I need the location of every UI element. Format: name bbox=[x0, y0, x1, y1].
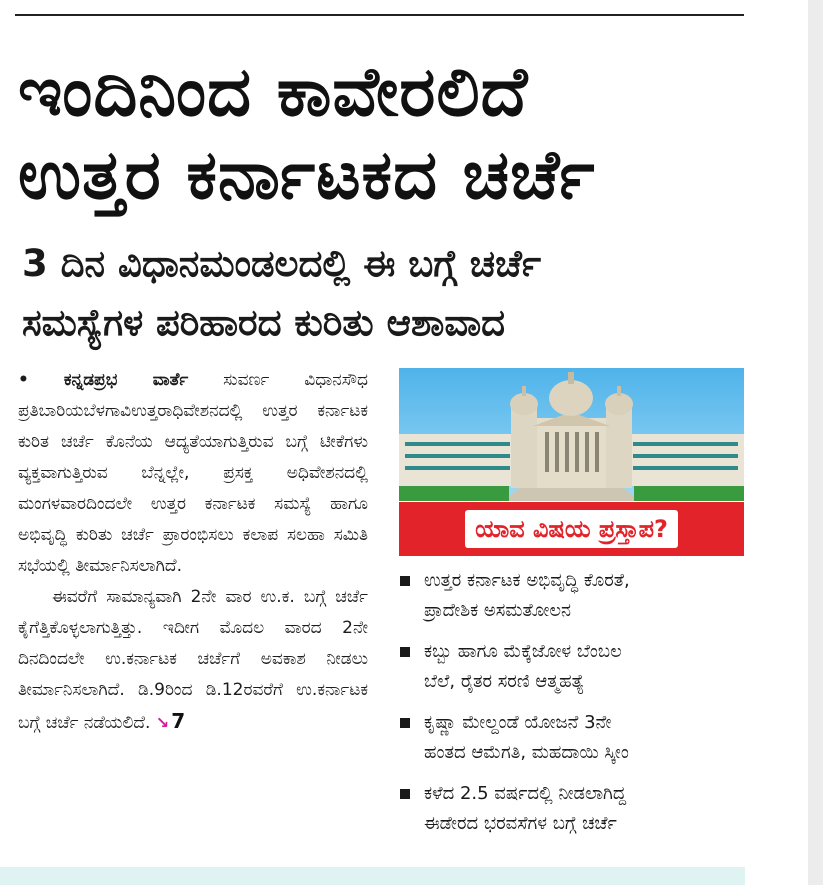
list-item-line-2: ಈಡೇರದ ಭರವಸೆಗಳ ಬಗ್ಗೆ ಚರ್ಚೆ bbox=[424, 813, 617, 834]
article-paragraph-1 bbox=[18, 365, 368, 582]
square-bullet-icon bbox=[400, 647, 410, 657]
square-bullet-icon bbox=[400, 576, 410, 586]
vidhana-soudha-photo bbox=[399, 368, 744, 501]
topics-list bbox=[398, 566, 746, 850]
list-item bbox=[398, 779, 746, 839]
square-bullet-icon bbox=[400, 789, 410, 799]
list-item-line-1: ಕಳೆದ 2.5 ವರ್ಷದಲ್ಲಿ ನೀಡಲಾಗಿದ್ದ bbox=[424, 783, 627, 804]
list-item-line-2: ಹಂತದ ಆಮೆಗತಿ, ಮಹದಾಯಿ ಸ್ಕೀಂ bbox=[424, 742, 629, 763]
square-bullet-icon bbox=[400, 718, 410, 728]
list-item-line-2: ಪ್ರಾದೇಶಿಕ ಅಸಮತೋಲನ bbox=[424, 600, 572, 621]
paragraph-2-text: ಈವರೆಗೆ ಸಾಮಾನ್ಯವಾಗಿ 2ನೇ ವಾರ ಉ.ಕ. ಬಗ್ಗೆ ಚರ್ಚೆ ಕೈಗೆತ್ತಿಕೊಳ್ಳಲಾಗುತ್ತಿತ್ತು. ಇದೀಗ ಮೊದಲ ವಾರದ 2ನೇ ದಿನದಿಂದಲೇ ಉ.ಕರ್ನಾಟಕ ಚರ್ಚೆಗೆ ಅವಕಾಶ ನೀಡಲು ತೀರ್ಮಾನಿಸಲಾಗಿದೆ. ಡಿ.9ರಿಂದ ಡಿ.12ರವರೆಗೆ ಉ.ಕರ್ನಾಟಕ ಬಗ್ಗೆ ಚರ್ಚೆ ನಡೆಯಲಿದೆ. bbox=[18, 587, 368, 733]
byline: ಕನ್ನಡಪ್ರಭ ವಾರ್ತೆ bbox=[63, 370, 189, 390]
continued-on-page[interactable] bbox=[156, 709, 185, 733]
jump-page-number: 7 bbox=[171, 709, 186, 733]
list-item-line-2: ಬೆಲೆ, ರೈತರ ಸರಣಿ ಆತ್ಮಹತ್ಯೆ bbox=[424, 671, 585, 692]
list-item bbox=[398, 566, 746, 626]
right-gutter bbox=[808, 0, 823, 885]
bottom-strip bbox=[0, 867, 745, 885]
list-item-line-1: ಉತ್ತರ ಕರ್ನಾಟಕ ಅಭಿವೃದ್ಧಿ ಕೊರತೆ, bbox=[424, 570, 630, 591]
article-body bbox=[18, 365, 368, 739]
building-illustration bbox=[399, 368, 744, 501]
top-rule bbox=[15, 14, 744, 16]
topics-banner-label: ಯಾವ ವಿಷಯ ಪ್ರಸ್ತಾಪ? bbox=[465, 510, 678, 548]
list-item-line-1: ಕಬ್ಬು ಹಾಗೂ ಮೆಕ್ಕೆಜೋಳ ಬೆಂಬಲ bbox=[424, 641, 622, 662]
topics-banner bbox=[399, 502, 744, 556]
bullet-dot: • bbox=[18, 370, 29, 390]
subheadline-line-1: 3 ದಿನ ವಿಧಾನಮಂಡಲದಲ್ಲಿ ಈ ಬಗ್ಗೆ ಚರ್ಚೆ bbox=[22, 242, 541, 285]
headline-line-1: ಇಂದಿನಿಂದ ಕಾವೇರಲಿದೆ bbox=[18, 53, 529, 132]
headline-line-2: ಉತ್ತರ ಕರ್ನಾಟಕದ ಚರ್ಚೆ bbox=[18, 136, 596, 215]
jump-arrow-icon: ↘ bbox=[155, 713, 170, 732]
list-item bbox=[398, 637, 746, 697]
list-item bbox=[398, 708, 746, 768]
list-item-line-1: ಕೃಷ್ಣಾ ಮೇಲ್ದಂಡೆ ಯೋಜನೆ 3ನೇ bbox=[424, 712, 612, 733]
article-paragraph-2 bbox=[18, 582, 368, 739]
subheadline-line-2: ಸಮಸ್ಯೆಗಳ ಪರಿಹಾರದ ಕುರಿತು ಆಶಾವಾದ bbox=[22, 301, 506, 344]
paragraph-1-text: ಸುವರ್ಣ ವಿಧಾನಸೌಧ ಪ್ರತಿಬಾರಿಯಬೆಳಗಾವಿಉತ್ತರಾಧಿವೇಶನದಲ್ಲಿ ಉತ್ತರ ಕರ್ನಾಟಕ ಕುರಿತ ಚರ್ಚೆ ಕೊನೆಯ ಆದ್ಯತೆಯಾಗುತ್ತಿರುವ ಬಗ್ಗೆ ಟೀಕೆಗಳು ವ್ಯಕ್ತವಾಗುತ್ತಿರುವ ಬೆನ್ನಲ್ಲೇ, ಪ್ರಸಕ್ತ ಅಧಿವೇಶನದಲ್ಲಿ ಮಂಗಳವಾರದಿಂದಲೇ ಉತ್ತರ ಕರ್ನಾಟಕ ಸಮಸ್ಯೆ ಹಾಗೂ ಅಭಿವೃದ್ಧಿ ಕುರಿತು ಚರ್ಚೆ ಪ್ರಾರಂಭಿಸಲು ಕಲಾಪ ಸಲಹಾ ಸಮಿತಿ ಸಭೆಯಲ್ಲಿ ತೀರ್ಮಾನಿಸಲಾಗಿದೆ. bbox=[18, 370, 369, 576]
